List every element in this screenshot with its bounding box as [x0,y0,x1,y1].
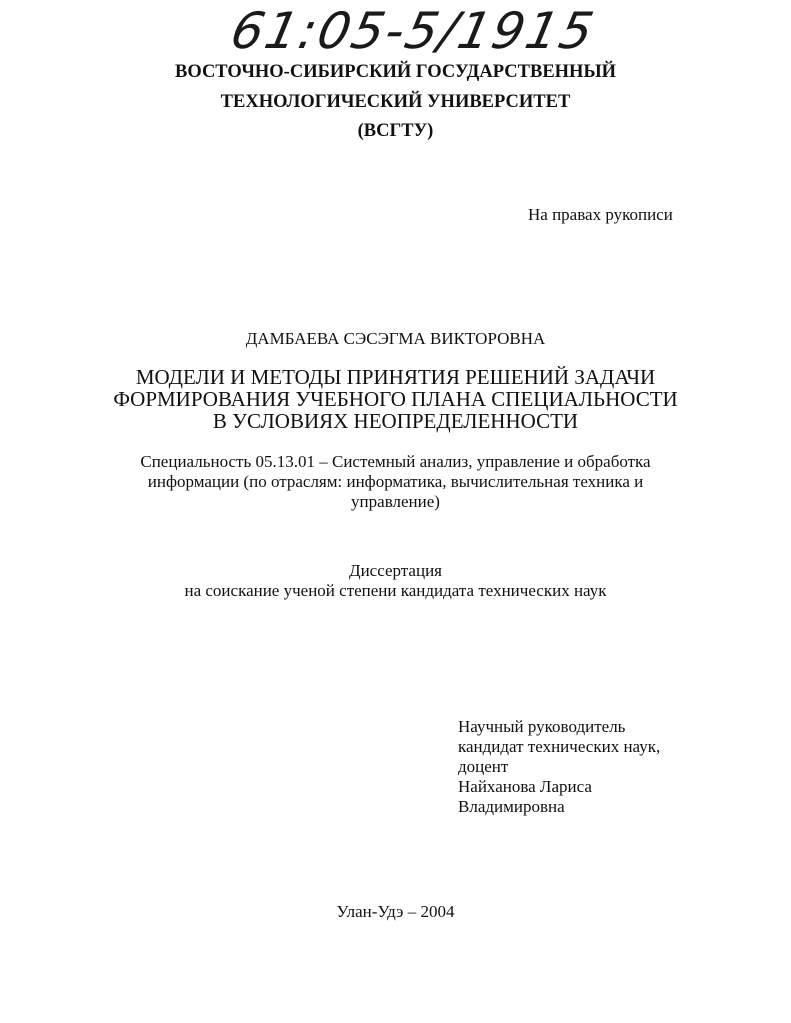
dissertation-label: Диссертация [348,561,442,580]
specialty-line3: управление) [351,492,440,511]
degree-line: на соискание ученой степени кандидата технических наук [184,581,607,600]
place-and-year: Улан-Удэ – 2004 [336,902,455,921]
dissertation-title-line1: МОДЕЛИ И МЕТОДЫ ПРИНЯТИЯ РЕШЕНИЙ ЗАДАЧИ [135,365,656,389]
supervisor-label: Научный руководитель [458,717,626,736]
manuscript-note: На правах рукописи [528,205,673,224]
university-abbreviation: (ВСГТУ) [357,121,434,141]
supervisor-degree: кандидат технических наук, [458,737,661,756]
supervisor-patronymic: Владимировна [458,797,565,816]
dissertation-title-line3: В УСЛОВИЯХ НЕОПРЕДЕЛЕННОСТИ [212,409,579,433]
specialty-line2: информации (по отраслям: информатика, вычислительная техника и [147,472,644,491]
dissertation-title-line2: ФОРМИРОВАНИЯ УЧЕБНОГО ПЛАНА СПЕЦИАЛЬНОСТИ [113,387,678,411]
handwritten-catalog-number: 61:05-5/1915 [225,2,601,60]
specialty-line1: Специальность 05.13.01 – Системный анализ, управление и обработка [140,452,651,471]
university-name-line2: ТЕХНОЛОГИЧЕСКИЙ УНИВЕРСИТЕТ [220,92,571,112]
supervisor-title: доцент [458,757,509,776]
author-name: ДАМБАЕВА СЭСЭГМА ВИКТОРОВНА [245,329,546,348]
supervisor-name: Найханова Лариса [458,777,592,796]
university-name-line1: ВОСТОЧНО-СИБИРСКИЙ ГОСУДАРСТВЕННЫЙ [174,62,616,82]
